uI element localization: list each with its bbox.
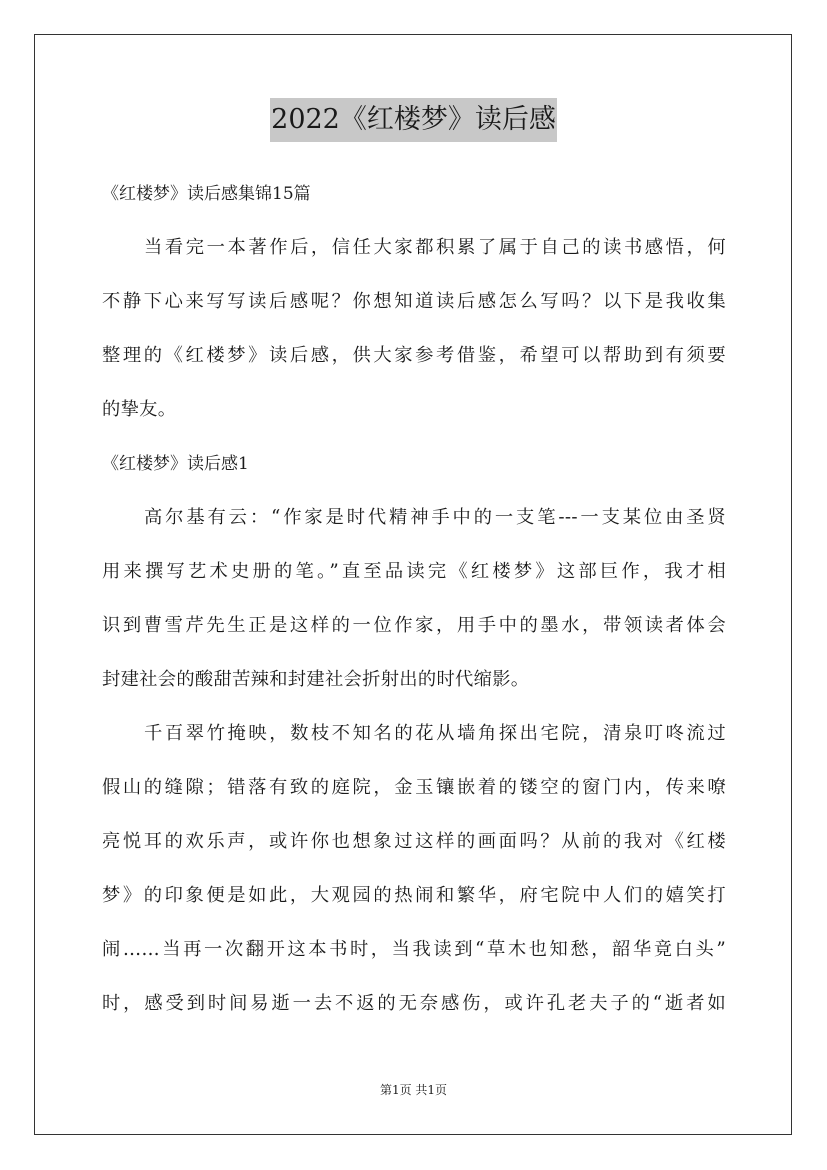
intro-line-4: 的挚友。	[102, 399, 177, 420]
para2-line-4: 梦》的印象便是如此，大观园的热闹和繁华，府宅院中人们的嬉笑打	[102, 885, 726, 906]
para1-line-3: 识到曹雪芹先生正是这样的一位作家，用手中的墨水，带领读者体会	[102, 615, 726, 636]
para2-line-3: 亮悦耳的欢乐声，或许你也想象过这样的画面吗？从前的我对《红楼	[102, 831, 726, 852]
para2-line-6: 时，感受到时间易逝一去不返的无奈感伤，或许孔老夫子的“逝者如	[102, 993, 726, 1014]
intro-line-3: 整理的《红楼梦》读后感，供大家参考借鉴，希望可以帮助到有须要	[102, 345, 726, 366]
para1-line-1: 高尔基有云：“作家是时代精神手中的一支笔---一支某位由圣贤	[144, 507, 726, 528]
document-subtitle: 《红楼梦》读后感集锦15篇	[102, 184, 311, 204]
para2-line-1: 千百翠竹掩映，数枝不知名的花从墙角探出宅院，清泉叮咚流过	[144, 723, 726, 744]
intro-line-1: 当看完一本著作后，信任大家都积累了属于自己的读书感悟，何	[144, 237, 726, 258]
para1-line-2: 用来撰写艺术史册的笔。”直至品读完《红楼梦》这部巨作，我才相	[102, 561, 726, 582]
para2-line-5: 闹……当再一次翻开这本书时，当我读到“草木也知愁，韶华竟白头”	[102, 939, 726, 960]
page-footer: 第1页 共1页	[379, 1083, 448, 1097]
document-title: 2022《红楼梦》读后感	[270, 98, 557, 142]
para1-line-4: 封建社会的酸甜苦辣和封建社会折射出的时代缩影。	[102, 669, 530, 690]
section-heading: 《红楼梦》读后感1	[102, 454, 249, 474]
intro-line-2: 不静下心来写写读后感呢？你想知道读后感怎么写吗？以下是我收集	[102, 291, 726, 312]
para2-line-2: 假山的缝隙；错落有致的庭院，金玉镶嵌着的镂空的窗门内，传来嘹	[102, 777, 726, 798]
title-container	[0, 98, 827, 142]
